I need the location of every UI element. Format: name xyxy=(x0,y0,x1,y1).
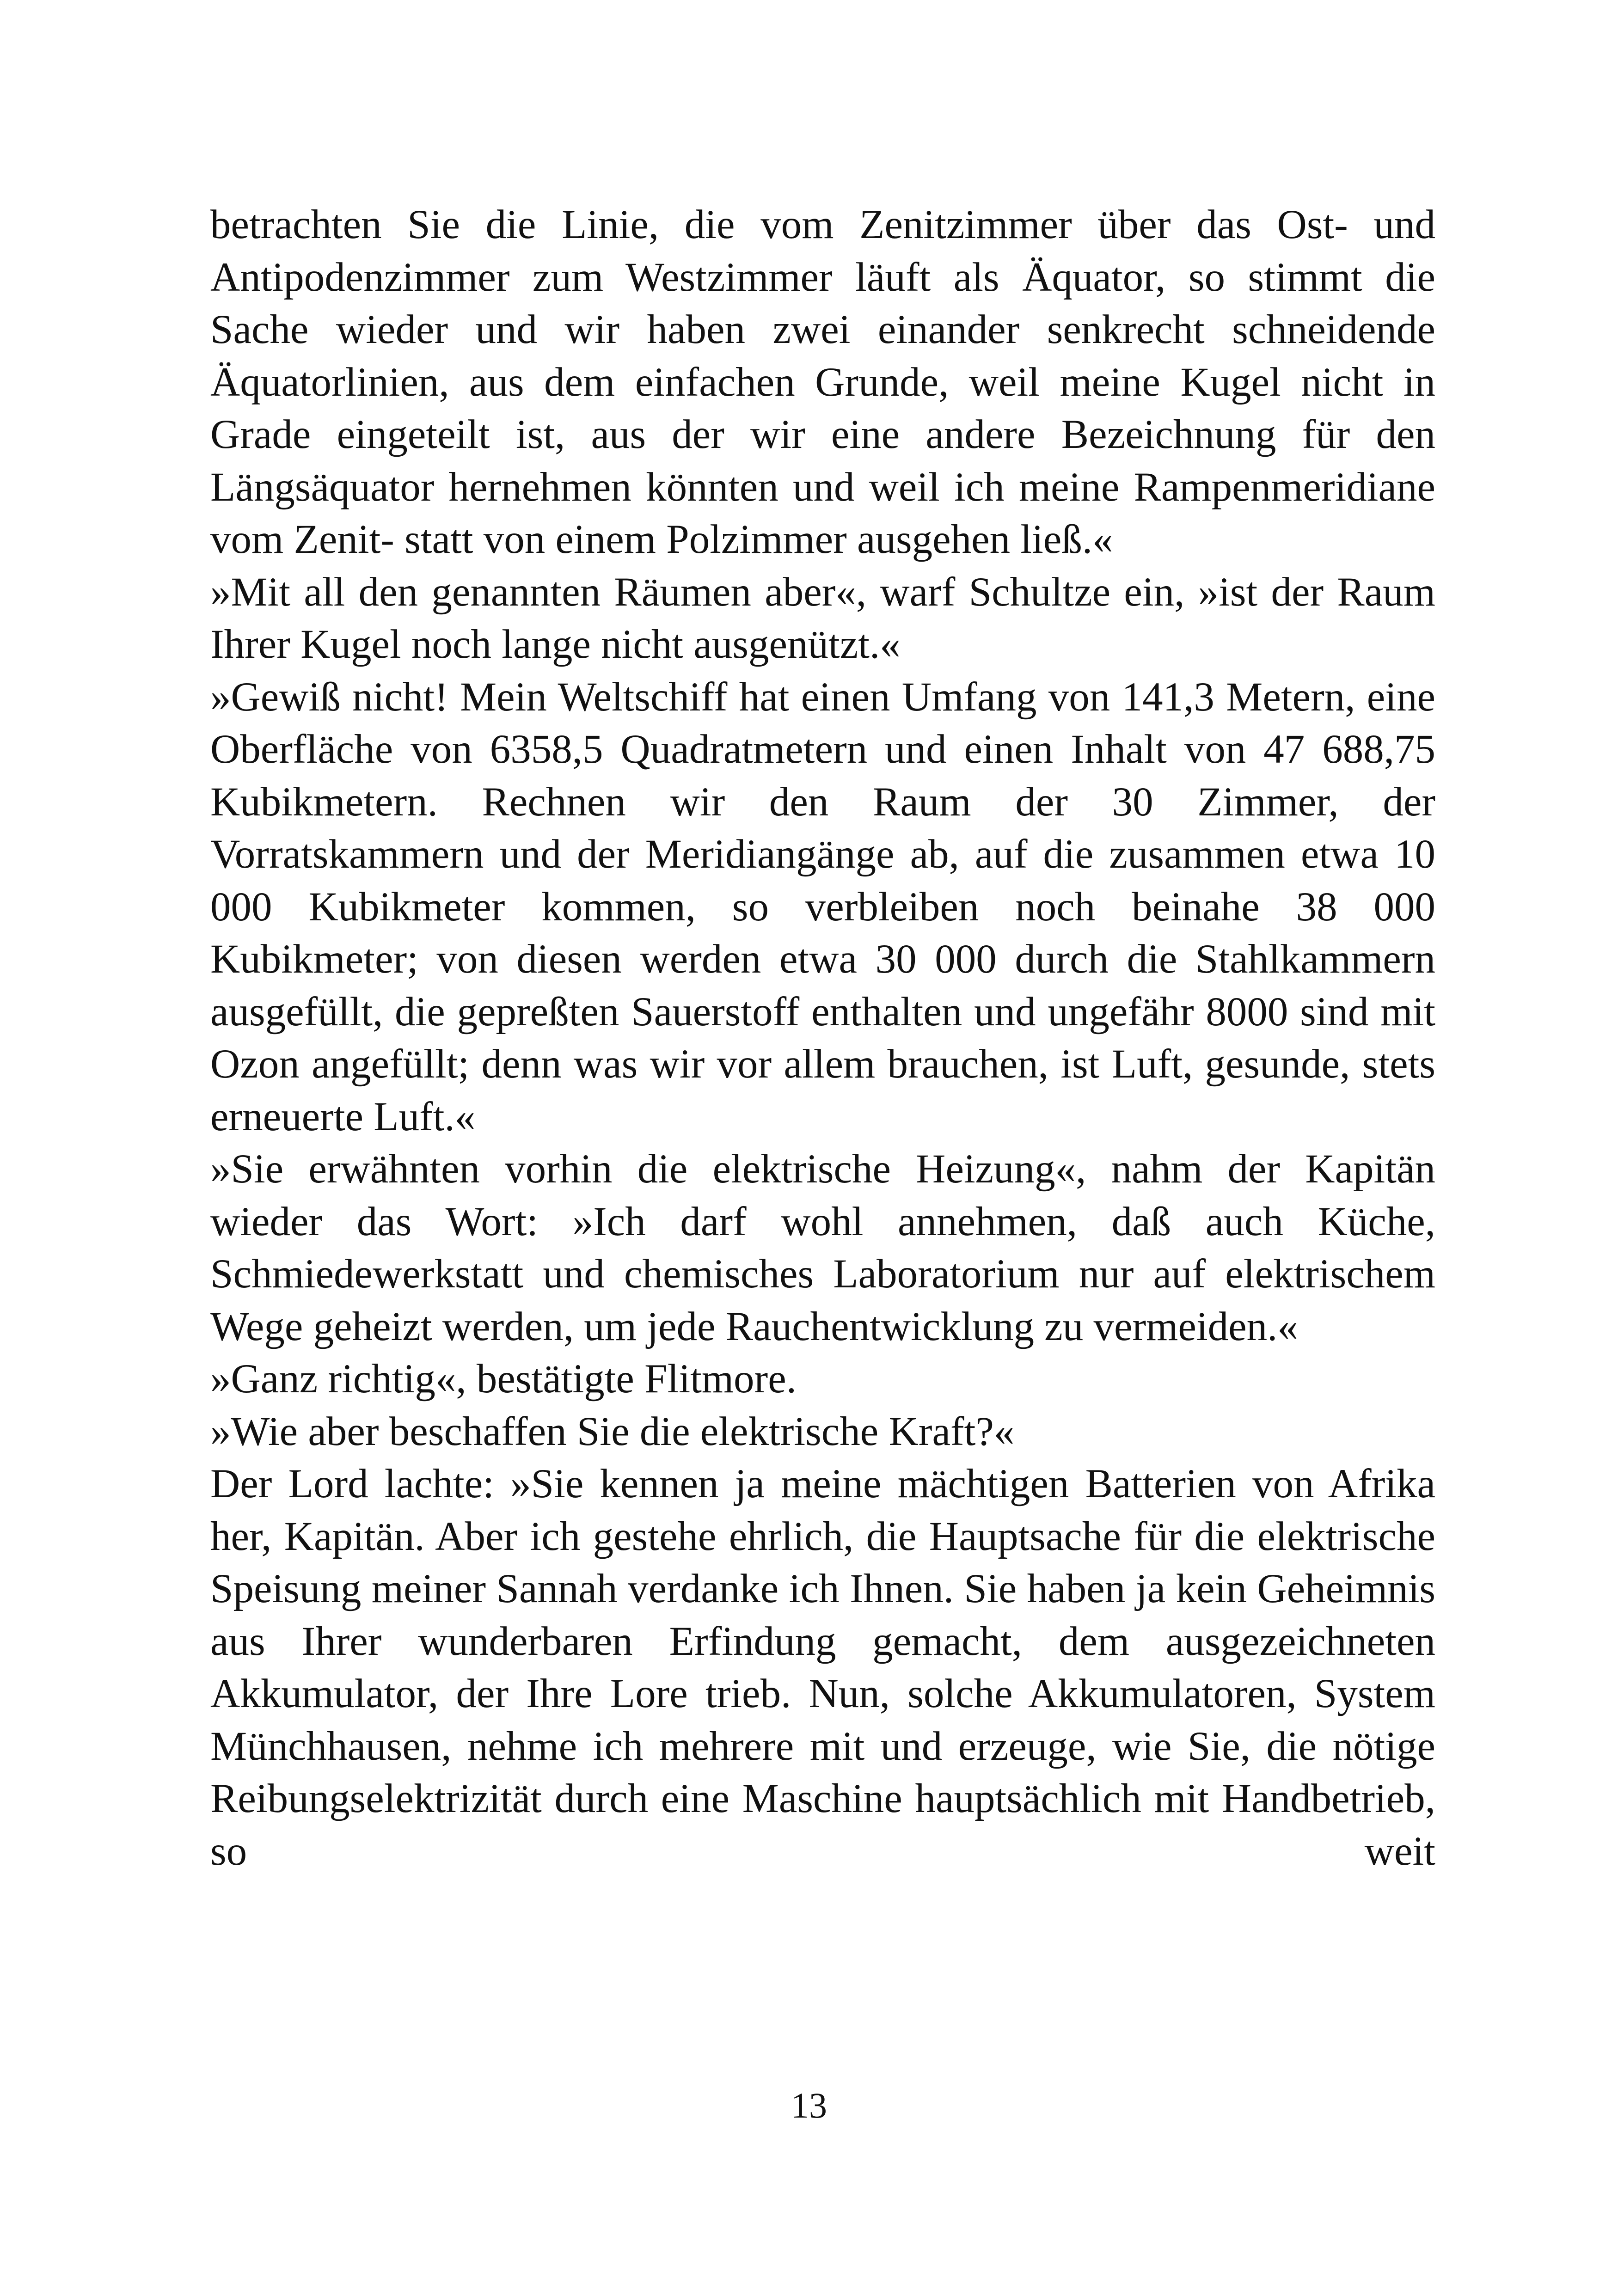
paragraph-3: »Gewiß nicht! Mein Weltschiff hat einen Umfang von 141,3 Metern, eine Oberfläche von 6358,5 Quadratmetern und einen Inhalt von 47 688,75 Kubikmetern. Rechnen wir den Raum der 30 Zimmer, der Vorratskammern und der Meridiangänge ab, auf die zusammen etwa 10 000 Kubikmeter kommen, so verbleiben noch beinahe 38 000 Kubikmeter; von diesen werden etwa 30 000 durch die Stahlkammern ausgefüllt, die gepreßten Sauerstoff enthalten und ungefähr 8000 sind mit Ozon angefüllt; denn was wir vor allem brauchen, ist Luft, gesunde, stets erneuerte Luft.« xyxy=(210,674,1435,1139)
paragraph-5: »Ganz richtig«, bestätigte Flitmore. xyxy=(210,1356,797,1402)
paragraph-7: Der Lord lachte: »Sie kennen ja meine mächtigen Batterien von Afrika her, Kapitän. Aber ich gestehe ehrlich, die Hauptsache für die elektrische Speisung meiner Sannah verdanke ich Ihnen. Sie haben ja kein Geheimnis aus Ihrer wunderbaren Erfindung gemacht, dem ausgezeichneten Akkumulator, der Ihre Lore trieb. Nun, solche Akkumulatoren, System Münchhausen, nehme ich mehrere mit und erzeuge, wie Sie, die nötige Reibungselektrizität durch eine Maschine hauptsächlich mit Handbetrieb, so weit xyxy=(210,1461,1435,1874)
paragraph-1: betrachten Sie die Linie, die vom Zenitzimmer über das Ost- und Antipodenzimmer zum Westzimmer läuft als Äquator, so stimmt die Sache wieder und wir haben zwei einander senkrecht schneidende Äquatorlinien, aus dem einfachen Grunde, weil meine Kugel nicht in Grade eingeteilt ist, aus der wir eine andere Bezeichnung für den Längsäquator hernehmen könnten und weil ich meine Rampenmeridiane vom Zenit- statt von einem Polzimmer ausgehen ließ.« xyxy=(210,202,1435,562)
paragraph-6: »Wie aber beschaffen Sie die elektrische Kraft?« xyxy=(210,1408,1015,1454)
paragraph-2: »Mit all den genannten Räumen aber«, warf Schultze ein, »ist der Raum Ihrer Kugel noch lange nicht ausgenützt.« xyxy=(210,569,1435,667)
paragraph-4: »Sie erwähnten vorhin die elektrische Heizung«, nahm der Kapitän wieder das Wort: »Ich darf wohl annehmen, daß auch Küche, Schmiedewerkstatt und chemisches Laboratorium nur auf elektrischem Wege geheizt werden, um jede Rauchentwicklung zu vermeiden.« xyxy=(210,1146,1435,1349)
page-number: 13 xyxy=(791,2085,827,2125)
body-text xyxy=(210,199,1435,1878)
